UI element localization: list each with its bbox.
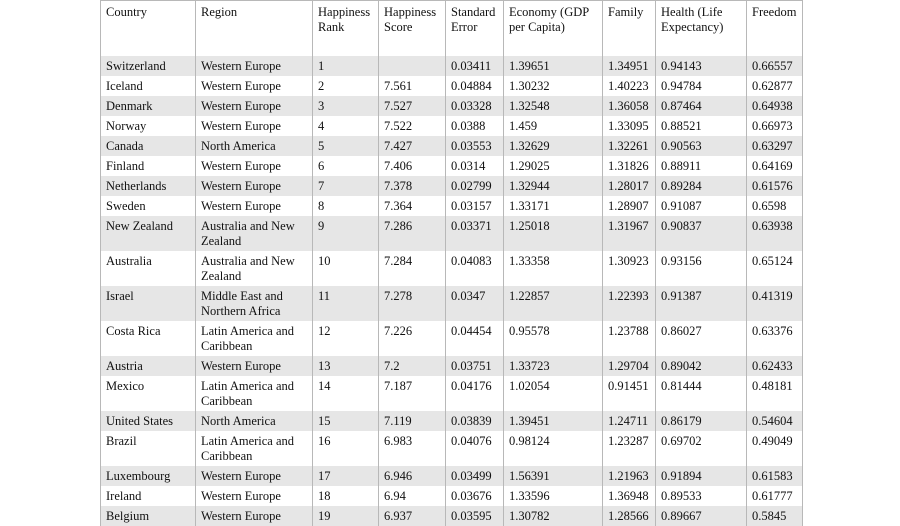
cell-country: Mexico: [101, 376, 196, 411]
cell-economy: 1.32944: [504, 176, 603, 196]
header-health: Health (Life Expectancy): [656, 1, 747, 57]
table-row: [101, 506, 803, 526]
cell-score: 7.364: [379, 196, 446, 216]
table-row: [101, 136, 803, 156]
cell-std-error: 0.03676: [446, 486, 504, 506]
cell-score: 6.983: [379, 431, 446, 466]
cell-freedom: 0.61583: [747, 466, 803, 486]
cell-economy: 1.29025: [504, 156, 603, 176]
cell-health: 0.90837: [656, 216, 747, 251]
cell-rank: 5: [313, 136, 379, 156]
cell-family: 1.31826: [603, 156, 656, 176]
cell-freedom: 0.64938: [747, 96, 803, 116]
cell-rank: 9: [313, 216, 379, 251]
cell-health: 0.93156: [656, 251, 747, 286]
table-row: [101, 216, 803, 251]
header-happiness-score: Happiness Score: [379, 1, 446, 57]
cell-score: 7.187: [379, 376, 446, 411]
table-row: [101, 431, 803, 466]
cell-country: Switzerland: [101, 56, 196, 76]
cell-score: 6.94: [379, 486, 446, 506]
cell-rank: 14: [313, 376, 379, 411]
cell-country: Ireland: [101, 486, 196, 506]
cell-freedom: 0.5845: [747, 506, 803, 526]
cell-region: Western Europe: [196, 156, 313, 176]
cell-freedom: 0.61777: [747, 486, 803, 506]
cell-std-error: 0.03411: [446, 56, 504, 76]
cell-country: Norway: [101, 116, 196, 136]
cell-region: Western Europe: [196, 76, 313, 96]
cell-country: Israel: [101, 286, 196, 321]
cell-economy: 1.02054: [504, 376, 603, 411]
cell-region: Western Europe: [196, 96, 313, 116]
cell-health: 0.91894: [656, 466, 747, 486]
cell-region: Western Europe: [196, 466, 313, 486]
header-standard-error: Standard Error: [446, 1, 504, 57]
cell-region: Western Europe: [196, 356, 313, 376]
table-row: [101, 466, 803, 486]
cell-freedom: 0.63297: [747, 136, 803, 156]
table-row: [101, 356, 803, 376]
cell-region: Australia and New Zealand: [196, 251, 313, 286]
table-row: [101, 176, 803, 196]
table-body: [101, 56, 803, 526]
cell-family: 1.31967: [603, 216, 656, 251]
cell-health: 0.89667: [656, 506, 747, 526]
cell-std-error: 0.03328: [446, 96, 504, 116]
cell-freedom: 0.48181: [747, 376, 803, 411]
cell-family: 1.21963: [603, 466, 656, 486]
cell-freedom: 0.63938: [747, 216, 803, 251]
cell-health: 0.87464: [656, 96, 747, 116]
cell-economy: 0.98124: [504, 431, 603, 466]
cell-rank: 3: [313, 96, 379, 116]
cell-country: Costa Rica: [101, 321, 196, 356]
cell-rank: 12: [313, 321, 379, 356]
table-row: [101, 116, 803, 136]
cell-freedom: 0.66557: [747, 56, 803, 76]
cell-std-error: 0.0314: [446, 156, 504, 176]
cell-score: 7.527: [379, 96, 446, 116]
cell-health: 0.89533: [656, 486, 747, 506]
cell-region: Middle East and Northern Africa: [196, 286, 313, 321]
cell-country: Brazil: [101, 431, 196, 466]
cell-region: Western Europe: [196, 506, 313, 526]
cell-family: 1.29704: [603, 356, 656, 376]
cell-family: 1.32261: [603, 136, 656, 156]
cell-freedom: 0.61576: [747, 176, 803, 196]
cell-rank: 6: [313, 156, 379, 176]
cell-economy: 1.30232: [504, 76, 603, 96]
cell-std-error: 0.02799: [446, 176, 504, 196]
cell-family: 1.23287: [603, 431, 656, 466]
cell-std-error: 0.04076: [446, 431, 504, 466]
cell-country: Luxembourg: [101, 466, 196, 486]
cell-score: 6.946: [379, 466, 446, 486]
cell-rank: 19: [313, 506, 379, 526]
cell-family: 1.36058: [603, 96, 656, 116]
cell-health: 0.89042: [656, 356, 747, 376]
cell-score: 7.286: [379, 216, 446, 251]
cell-rank: 17: [313, 466, 379, 486]
cell-std-error: 0.04083: [446, 251, 504, 286]
cell-score: 7.427: [379, 136, 446, 156]
cell-score: 7.226: [379, 321, 446, 356]
cell-country: Netherlands: [101, 176, 196, 196]
cell-economy: 1.33358: [504, 251, 603, 286]
cell-family: 1.36948: [603, 486, 656, 506]
cell-country: Canada: [101, 136, 196, 156]
table-row: [101, 321, 803, 356]
cell-country: New Zealand: [101, 216, 196, 251]
cell-economy: 1.30782: [504, 506, 603, 526]
table-row: [101, 56, 803, 76]
cell-country: Iceland: [101, 76, 196, 96]
cell-std-error: 0.03751: [446, 356, 504, 376]
cell-freedom: 0.64169: [747, 156, 803, 176]
cell-rank: 10: [313, 251, 379, 286]
happiness-table: [100, 0, 803, 526]
cell-std-error: 0.03553: [446, 136, 504, 156]
cell-health: 0.90563: [656, 136, 747, 156]
table-row: [101, 411, 803, 431]
cell-rank: 2: [313, 76, 379, 96]
cell-family: 1.28566: [603, 506, 656, 526]
cell-health: 0.91387: [656, 286, 747, 321]
cell-health: 0.81444: [656, 376, 747, 411]
cell-rank: 15: [313, 411, 379, 431]
cell-region: North America: [196, 136, 313, 156]
cell-economy: 1.25018: [504, 216, 603, 251]
cell-health: 0.88521: [656, 116, 747, 136]
cell-region: Western Europe: [196, 196, 313, 216]
cell-freedom: 0.6598: [747, 196, 803, 216]
cell-rank: 7: [313, 176, 379, 196]
cell-freedom: 0.65124: [747, 251, 803, 286]
cell-rank: 4: [313, 116, 379, 136]
cell-country: Belgium: [101, 506, 196, 526]
cell-health: 0.89284: [656, 176, 747, 196]
cell-family: 0.91451: [603, 376, 656, 411]
table-row: [101, 96, 803, 116]
table-row: [101, 376, 803, 411]
cell-family: 1.22393: [603, 286, 656, 321]
cell-freedom: 0.49049: [747, 431, 803, 466]
cell-health: 0.86027: [656, 321, 747, 356]
cell-health: 0.69702: [656, 431, 747, 466]
cell-family: 1.23788: [603, 321, 656, 356]
cell-economy: 1.22857: [504, 286, 603, 321]
cell-rank: 13: [313, 356, 379, 376]
cell-economy: 1.459: [504, 116, 603, 136]
header-family: Family: [603, 1, 656, 57]
table-row: [101, 76, 803, 96]
cell-country: United States: [101, 411, 196, 431]
cell-country: Australia: [101, 251, 196, 286]
cell-rank: 8: [313, 196, 379, 216]
cell-rank: 11: [313, 286, 379, 321]
header-country: Country: [101, 1, 196, 57]
header-freedom: Freedom: [747, 1, 803, 57]
cell-freedom: 0.62877: [747, 76, 803, 96]
cell-score: 7.278: [379, 286, 446, 321]
cell-score: 7.119: [379, 411, 446, 431]
cell-freedom: 0.54604: [747, 411, 803, 431]
cell-region: Latin America and Caribbean: [196, 376, 313, 411]
cell-economy: 1.39451: [504, 411, 603, 431]
cell-score: 7.378: [379, 176, 446, 196]
cell-std-error: 0.03499: [446, 466, 504, 486]
cell-score: 7.522: [379, 116, 446, 136]
cell-freedom: 0.62433: [747, 356, 803, 376]
cell-freedom: 0.66973: [747, 116, 803, 136]
table-row: [101, 196, 803, 216]
cell-freedom: 0.41319: [747, 286, 803, 321]
cell-economy: 1.32548: [504, 96, 603, 116]
cell-score: 7.284: [379, 251, 446, 286]
header-economy: Economy (GDP per Capita): [504, 1, 603, 57]
cell-family: 1.30923: [603, 251, 656, 286]
cell-region: Latin America and Caribbean: [196, 321, 313, 356]
cell-std-error: 0.03157: [446, 196, 504, 216]
cell-country: Austria: [101, 356, 196, 376]
cell-region: Latin America and Caribbean: [196, 431, 313, 466]
cell-country: Finland: [101, 156, 196, 176]
cell-economy: 1.56391: [504, 466, 603, 486]
table-container: [100, 0, 802, 526]
cell-family: 1.34951: [603, 56, 656, 76]
cell-std-error: 0.03595: [446, 506, 504, 526]
header-happiness-rank: Happiness Rank: [313, 1, 379, 57]
cell-economy: 1.39651: [504, 56, 603, 76]
cell-economy: 0.95578: [504, 321, 603, 356]
cell-family: 1.33095: [603, 116, 656, 136]
cell-economy: 1.33171: [504, 196, 603, 216]
cell-std-error: 0.03839: [446, 411, 504, 431]
cell-std-error: 0.04176: [446, 376, 504, 411]
cell-std-error: 0.0347: [446, 286, 504, 321]
cell-region: Western Europe: [196, 486, 313, 506]
cell-family: 1.40223: [603, 76, 656, 96]
cell-family: 1.28907: [603, 196, 656, 216]
cell-health: 0.88911: [656, 156, 747, 176]
cell-rank: 18: [313, 486, 379, 506]
cell-score: [379, 56, 446, 76]
cell-country: Denmark: [101, 96, 196, 116]
header-row: [101, 1, 803, 57]
cell-health: 0.94143: [656, 56, 747, 76]
header-region: Region: [196, 1, 313, 57]
cell-rank: 1: [313, 56, 379, 76]
cell-region: Western Europe: [196, 176, 313, 196]
cell-economy: 1.33723: [504, 356, 603, 376]
cell-freedom: 0.63376: [747, 321, 803, 356]
cell-std-error: 0.03371: [446, 216, 504, 251]
table-row: [101, 156, 803, 176]
cell-economy: 1.33596: [504, 486, 603, 506]
cell-family: 1.24711: [603, 411, 656, 431]
cell-region: Western Europe: [196, 116, 313, 136]
cell-score: 7.2: [379, 356, 446, 376]
cell-region: Australia and New Zealand: [196, 216, 313, 251]
cell-score: 7.561: [379, 76, 446, 96]
cell-country: Sweden: [101, 196, 196, 216]
cell-rank: 16: [313, 431, 379, 466]
cell-region: North America: [196, 411, 313, 431]
cell-region: Western Europe: [196, 56, 313, 76]
cell-score: 6.937: [379, 506, 446, 526]
cell-health: 0.94784: [656, 76, 747, 96]
table-row: [101, 486, 803, 506]
cell-family: 1.28017: [603, 176, 656, 196]
cell-health: 0.86179: [656, 411, 747, 431]
cell-std-error: 0.0388: [446, 116, 504, 136]
cell-score: 7.406: [379, 156, 446, 176]
cell-std-error: 0.04884: [446, 76, 504, 96]
cell-health: 0.91087: [656, 196, 747, 216]
table-row: [101, 286, 803, 321]
cell-economy: 1.32629: [504, 136, 603, 156]
table-row: [101, 251, 803, 286]
cell-std-error: 0.04454: [446, 321, 504, 356]
